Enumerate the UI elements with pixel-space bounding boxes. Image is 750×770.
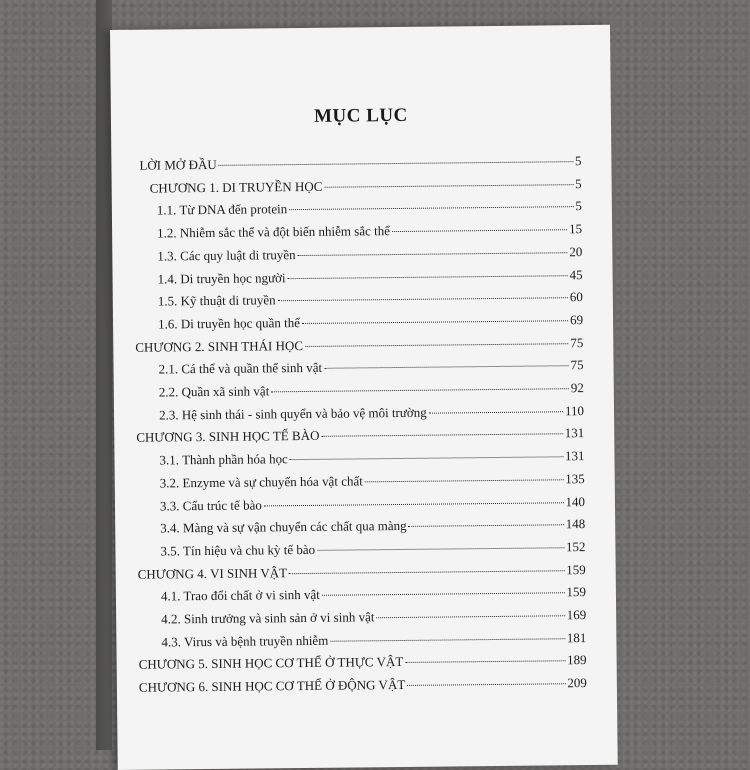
toc-leader-dots (298, 252, 568, 256)
toc-leader-dots (324, 366, 568, 370)
toc-page-number: 135 (565, 470, 585, 487)
toc-page-number: 5 (575, 198, 582, 214)
toc-page-number: 5 (574, 153, 582, 169)
toc-entry-label: 1.3. Các quy luật di truyền (157, 246, 296, 264)
toc-page-number: 159 (566, 561, 586, 577)
toc-section-row (158, 357, 583, 377)
toc-chapter-row (138, 562, 586, 583)
toc-page-number: 5 (575, 175, 582, 191)
toc-leader-dots (429, 411, 563, 413)
toc-entry-label: 1.4. Di truyền học người (157, 269, 286, 287)
toc-page-number: 92 (570, 380, 584, 396)
toc-entry-label: CHƯƠNG 3. SINH HỌC TẾ BÀO (136, 428, 320, 446)
toc-section-row (159, 403, 584, 423)
toc-entry-label: 2.2. Quần xã sinh vật (158, 383, 270, 400)
page-edge-shadow (96, 0, 112, 750)
toc-page-number: 131 (564, 448, 585, 464)
toc-leader-dots (289, 570, 564, 574)
toc-entry-label: 3.2. Enzyme và sự chuyển hóa vật chất (159, 473, 363, 491)
toc-page-number: 189 (567, 652, 587, 668)
toc-entry-label: 2.3. Hệ sinh thái - sinh quyển và bảo vệ môi trường (158, 404, 427, 423)
toc-section-row (160, 516, 585, 536)
toc-page-number: 75 (570, 334, 584, 350)
toc-section-row (160, 494, 585, 514)
toc-entry-label: LỜI MỞ ĐẦU (139, 156, 217, 173)
toc-section-row (161, 630, 586, 650)
toc-leader-dots (365, 479, 563, 482)
toc-chapter-row (135, 335, 583, 356)
toc-entry-label: CHƯƠNG 4. VI SINH VẬT (137, 564, 288, 582)
toc-leader-dots (376, 615, 564, 618)
toc-page-number: 209 (567, 675, 587, 691)
toc-entry-label: 1.6. Di truyền học quần thể (158, 314, 301, 332)
toc-leader-dots (289, 207, 573, 211)
toc-page-number: 20 (569, 243, 583, 259)
toc-page-number: 60 (569, 289, 583, 305)
toc-entry-label: 4.1. Trao đổi chất ở vi sinh vật (160, 587, 320, 604)
toc-leader-dots (322, 593, 565, 597)
toc-leader-dots (305, 343, 568, 347)
toc-leader-dots (290, 456, 563, 460)
toc-section-row (157, 244, 582, 264)
toc-leader-dots (219, 161, 573, 166)
toc-page-number: 15 (569, 221, 583, 237)
toc-entry-label: 2.1. Cá thể và quần thể sinh vật (158, 360, 323, 377)
toc-section-row (160, 471, 585, 491)
toc-leader-dots (405, 661, 565, 664)
toc-leader-dots (409, 524, 564, 527)
toc-section-row (158, 312, 583, 332)
toc-entry-label: 3.4. Màng và sự vận chuyển các chất qua màng (160, 518, 407, 536)
toc-chapter-row (150, 176, 582, 197)
toc-leader-dots (278, 297, 568, 301)
toc-page-number: 131 (564, 425, 585, 441)
toc-section-row (159, 448, 584, 468)
toc-section-row (161, 584, 586, 604)
toc-page-number: 75 (570, 357, 584, 373)
toc-section-row (157, 198, 582, 218)
toc-leader-dots (264, 502, 564, 506)
toc-chapter-row (136, 425, 584, 446)
toc-page-number: 152 (565, 538, 586, 555)
toc-leader-dots (407, 683, 565, 686)
toc-leader-dots (330, 638, 565, 641)
toc-section-row (158, 289, 583, 309)
toc-entry-label: 1.5. Kỹ thuật di truyền (157, 292, 276, 309)
toc-page-number: 140 (565, 493, 586, 509)
book-page (110, 25, 618, 770)
toc-entry-label: 1.2. Nhiễm sắc thể và đột biến nhiễm sắc thể (157, 223, 391, 241)
toc-page-number: 181 (566, 629, 587, 645)
toc-leader-dots (321, 434, 562, 438)
toc-entry-label: 3.3. Cấu trúc tế bào (159, 496, 262, 514)
toc-chapter-row (139, 652, 587, 673)
toc-leader-dots (317, 547, 564, 551)
toc-chapter-row (139, 153, 581, 174)
toc-chapter-row (139, 675, 587, 696)
toc-title: MỤC LỤC (313, 104, 408, 127)
toc-section-row (158, 267, 583, 287)
toc-leader-dots (271, 388, 569, 392)
toc-section-row (159, 380, 584, 400)
toc-entry-label: CHƯƠNG 1. DI TRUYỀN HỌC (149, 178, 323, 196)
toc-leader-dots (392, 229, 567, 232)
toc-entry-label: 4.3. Virus và bệnh truyền nhiễm (161, 632, 329, 650)
toc-section-row (157, 221, 582, 241)
toc-entry-label: 4.2. Sinh trưởng và sinh sản ở vi sinh vật (161, 609, 375, 627)
toc-page-number: 159 (566, 584, 586, 600)
toc-entry-label: 3.1. Thành phần hóa học (159, 451, 288, 468)
toc-list (111, 153, 611, 695)
toc-leader-dots (324, 184, 573, 188)
toc-entry-label: 3.5. Tín hiệu và chu kỳ tế bào (160, 541, 316, 559)
toc-page-number: 148 (565, 516, 586, 532)
toc-page-number: 69 (569, 311, 584, 328)
toc-entry-label: CHƯƠNG 6. SINH HỌC CƠ THỂ Ở ĐỘNG VẬT (138, 677, 406, 695)
toc-leader-dots (302, 320, 568, 324)
toc-section-row (160, 539, 585, 559)
toc-page-number: 45 (569, 266, 583, 282)
toc-entry-label: CHƯƠNG 5. SINH HỌC CƠ THỂ Ở THỰC VẬT (138, 654, 404, 673)
toc-entry-label: CHƯƠNG 2. SINH THÁI HỌC (135, 337, 304, 355)
toc-section-row (161, 607, 586, 627)
toc-entry-label: 1.1. Từ DNA đến protein (156, 201, 288, 218)
toc-leader-dots (288, 275, 568, 279)
toc-page-number: 169 (566, 607, 587, 623)
toc-page-number: 110 (564, 402, 585, 418)
